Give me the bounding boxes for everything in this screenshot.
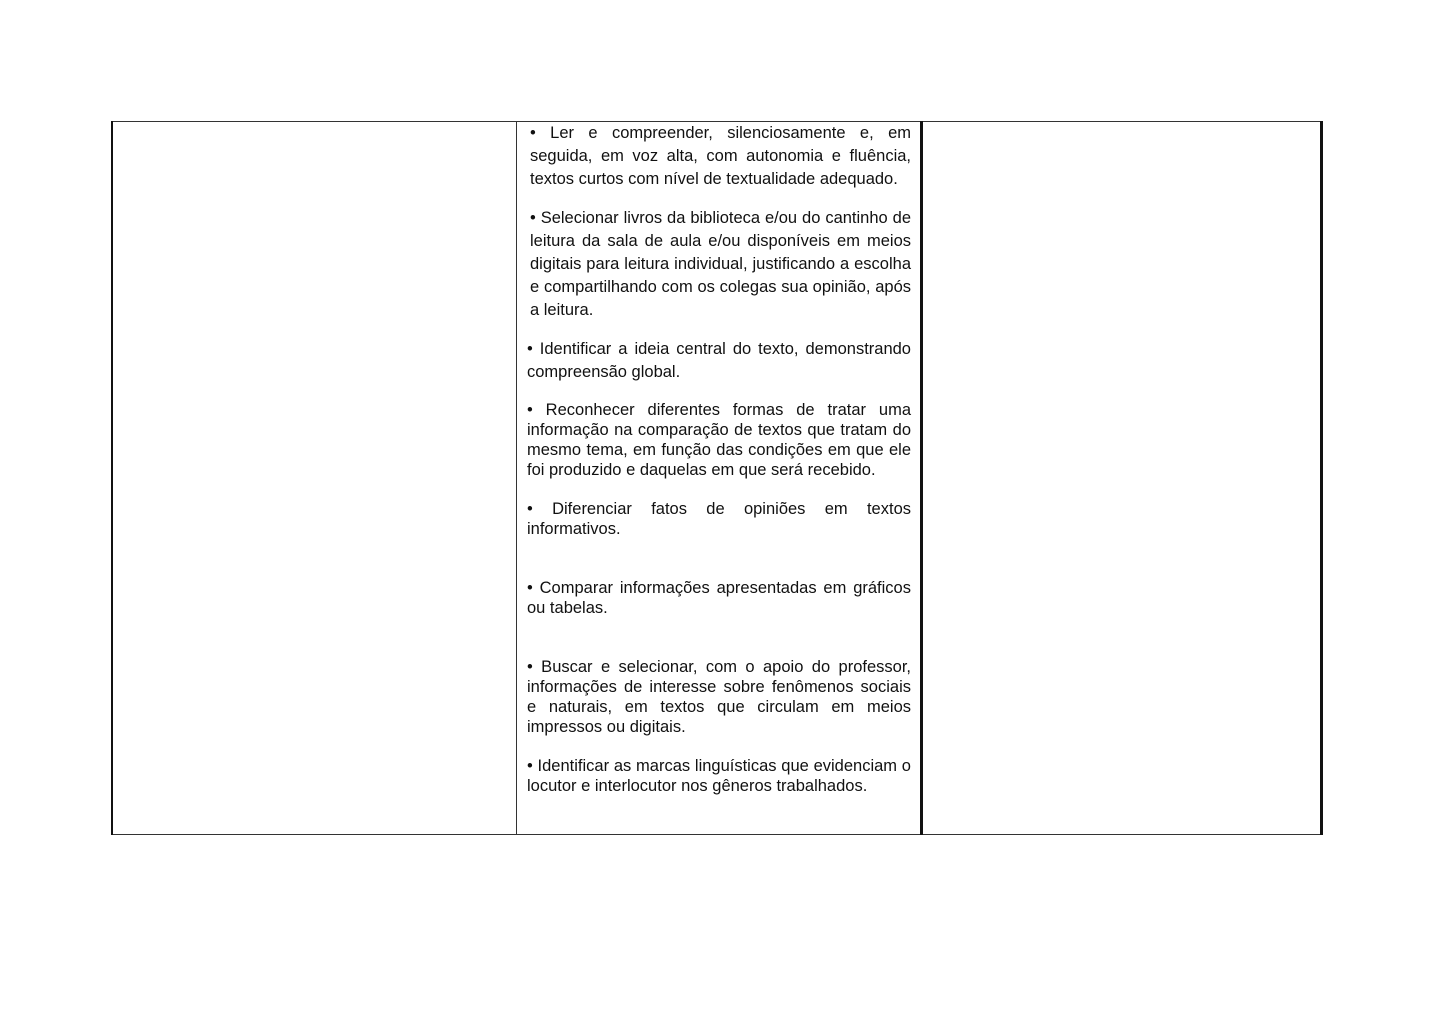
table-cell-left (112, 122, 517, 835)
table-row (112, 122, 1322, 835)
list-item: • Ler e compreender, silenciosamente e, em seguida, em voz alta, com autonomia e fluência, textos curtos com nível de textualidade adequado. (530, 124, 911, 188)
table-cell-middle (517, 122, 922, 835)
list-item: • Reconhecer diferentes formas de tratar uma informação na comparação de textos que tratam do mesmo tema, em função das condições em que ele foi produzido e daquelas em que será recebido. (527, 401, 911, 479)
list-item: • Identificar a ideia central do texto, demonstrando compreensão global. (527, 340, 911, 381)
list-item: • Diferenciar fatos de opiniões em textos informativos. (527, 500, 911, 538)
list-item: • Selecionar livros da biblioteca e/ou do cantinho de leitura da sala de aula e/ou disponíveis em meios digitais para leitura individual, justificando a escolha e compartilhando com os colegas sua opinião, após a leitura. (530, 209, 911, 319)
skills-list (517, 122, 920, 796)
list-item: • Buscar e selecionar, com o apoio do professor, informações de interesse sobre fenômenos sociais e naturais, em textos que circulam em meios impressos ou digitais. (527, 658, 911, 736)
list-item: • Comparar informações apresentadas em gráficos ou tabelas. (527, 579, 911, 617)
document-table (111, 121, 1323, 835)
list-item: • Identificar as marcas linguísticas que evidenciam o locutor e interlocutor nos gêneros trabalhados. (527, 757, 911, 795)
table-cell-right (922, 122, 1322, 835)
